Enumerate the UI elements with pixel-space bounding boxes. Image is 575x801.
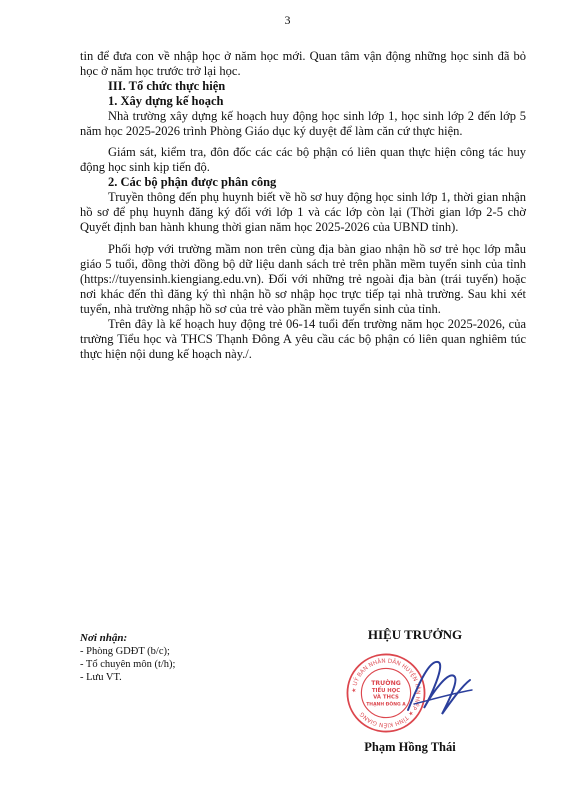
paragraph-closing: Trên đây là kế hoạch huy động trẻ 06-14 tuổi đến trường năm học 2025-2026, của trường Tiểu học và THCS Thạnh Đông A yêu cầu các bộ phận có liên quan nghiêm túc thực hiện nội dung kế hoạch này./. [80, 317, 526, 361]
recipients-block [80, 632, 280, 684]
recipient-item: - Lưu VT. [80, 672, 122, 683]
recipient-item: - Tổ chuyên môn (t/h); [80, 659, 176, 670]
paragraph-coordination: Phối hợp với trường mầm non trên cùng địa bàn giao nhận hồ sơ trẻ học lớp mẫu giáo 5 tuổi, đồng thời đồng bộ dữ liệu danh sách trẻ trên phần mềm tuyển sinh của tỉnh (https://tuyensinh.kiengiang.edu.vn). Đối với những trẻ ngoài địa bàn (trái tuyến) hoặc nơi khác đến thì đăng ký thì nhận hồ sơ nhập học trực tiếp tại nhà trường. Sau khi xét tuyển, nhà trường nhập hồ sơ của trẻ vào phần mềm tuyển sinh của tỉnh. [80, 242, 526, 316]
paragraph-communication: Truyền thông đến phụ huynh biết về hồ sơ huy động học sinh lớp 1, thời gian nhận hồ sơ để phụ huynh đăng ký đối với lớp 1 và các lớp còn lại (Thời gian lớp 2-5 chờ Quyết định ban hành khung thời gian năm học 2025-2026 của UBND tỉnh). [80, 190, 526, 234]
paragraph-plan: Nhà trường xây dựng kế hoạch huy động học sinh lớp 1, học sinh lớp 2 đến lớp 5 năm học 2025-2026 trình Phòng Giáo dục ký duyệt để làm căn cứ thực hiện. [80, 109, 526, 138]
paragraph-supervision: Giám sát, kiểm tra, đôn đốc các các bộ phận có liên quan thực hiện công tác huy động học sinh kịp tiến độ. [80, 145, 526, 174]
svg-text:★ UỶ BAN NHÂN DÂN HUYỆN TÂN HI: ★ UỶ BAN NHÂN DÂN HUYỆN TÂN HIỆP ★ TỈNH KIÊN GIANG [351, 658, 421, 728]
recipients-title: Nơi nhận: [80, 632, 128, 644]
svg-text:THẠNH ĐÔNG A: THẠNH ĐÔNG A [366, 702, 406, 708]
svg-text:VÀ THCS: VÀ THCS [373, 694, 399, 701]
page-number: 3 [284, 13, 291, 27]
recipient-item: - Phòng GDĐT (b/c); [80, 646, 170, 657]
signer-name: Phạm Hồng Thái [364, 740, 456, 754]
svg-text:TIỂU HỌC: TIỂU HỌC [371, 688, 401, 695]
handwritten-signature [400, 650, 480, 728]
subsection-heading-1: 1. Xây dựng kế hoạch [108, 94, 224, 108]
paragraph-continuation: tin để đưa con về nhập học ở năm học mới. Quan tâm vận động những học sinh đã bỏ học ở năm học trước trở lại học. [80, 49, 526, 78]
svg-text:TRƯỜNG: TRƯỜNG [371, 679, 401, 687]
document-body [80, 49, 526, 362]
signer-title: HIỆU TRƯỞNG [367, 627, 463, 642]
subsection-heading-2: 2. Các bộ phận được phân công [108, 175, 277, 189]
section-heading-3: III. Tổ chức thực hiện [108, 79, 226, 93]
